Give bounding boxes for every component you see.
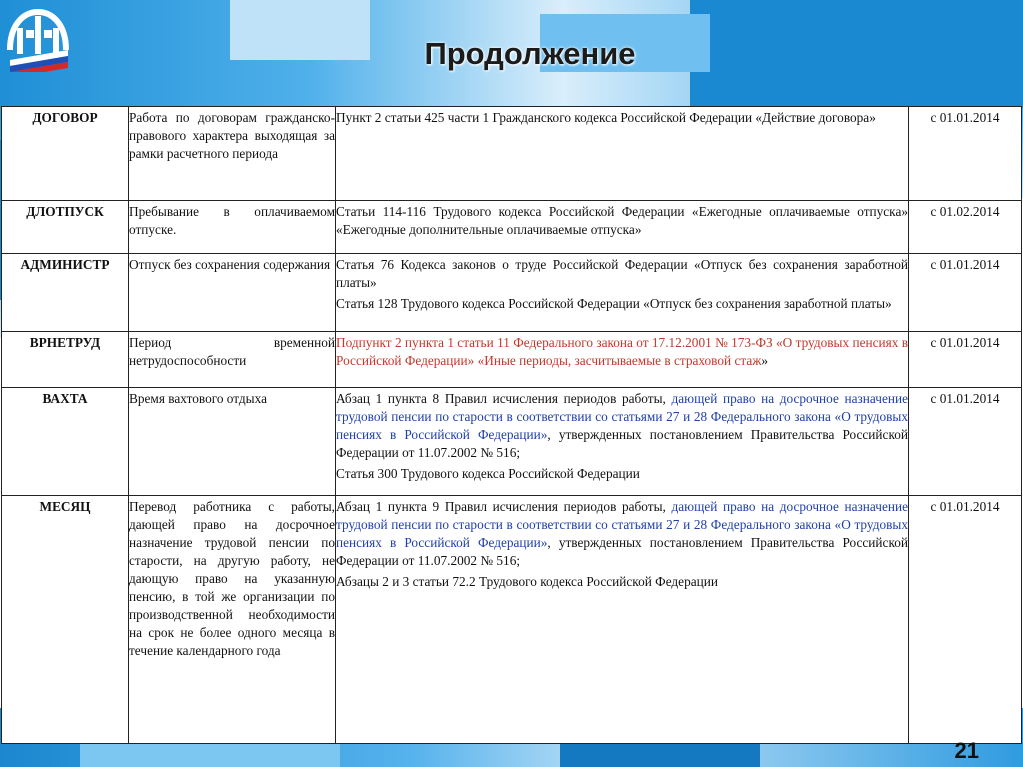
description-cell: Перевод работника с работы, дающей право на досрочное назначение трудовой пенсии по старости, на другую работу, не дающую право на указанную пенсию, в той же организации по производственной необходимости на срок не более одного месяца в течение календарного года — [129, 496, 336, 744]
law-cell — [336, 496, 909, 744]
code-cell: МЕСЯЦ — [2, 496, 129, 744]
description-cell: Отпуск без сохранения содержания — [129, 254, 336, 332]
codes-table — [1, 106, 1022, 744]
law-paragraph — [336, 498, 908, 570]
law-paragraph — [336, 295, 908, 313]
description-cell: Время вахтового отдыха — [129, 388, 336, 496]
law-text: дающей право на досрочное назначение трудовой пенсии по старости в соответствии со статьями 27 и 28 Федерального закона «О трудовых пенсиях в Российской Федерации» — [336, 499, 908, 550]
table-row — [2, 254, 1022, 332]
law-text: Абзац 1 пункта 8 Правил исчисления периодов работы, — [336, 391, 672, 406]
law-text: Статья 128 Трудового кодекса Российской Федерации «Отпуск без сохранения заработной платы» — [336, 296, 892, 311]
description-cell: Период временной нетрудоспособности — [129, 332, 336, 388]
table-row — [2, 388, 1022, 496]
law-cell — [336, 254, 909, 332]
law-paragraph — [336, 109, 908, 127]
background-footer-block — [80, 742, 340, 767]
law-text: Абзац 1 пункта 9 Правил исчисления периодов работы, — [336, 499, 672, 514]
law-paragraph — [336, 465, 908, 483]
date-cell: с 01.01.2014 — [909, 332, 1022, 388]
table-row — [2, 107, 1022, 201]
law-text: Статьи 114-116 Трудового кодекса Российской Федерации «Ежегодные оплачиваемые отпуска» «Ежегодные дополнительные оплачиваемые отпуска» — [336, 204, 908, 237]
law-text: Пункт 2 статьи 425 части 1 Гражданского кодекса Российской Федерации «Действие договора» — [336, 110, 876, 125]
code-cell: ВАХТА — [2, 388, 129, 496]
date-cell: с 01.01.2014 — [909, 254, 1022, 332]
table-row — [2, 332, 1022, 388]
law-paragraph — [336, 573, 908, 591]
law-text: Абзацы 2 и 3 статьи 72.2 Трудового кодекса Российской Федерации — [336, 574, 718, 589]
law-text: Статья 76 Кодекса законов о труде Российской Федерации «Отпуск без сохранения заработной платы» — [336, 257, 908, 290]
law-text: Статья 300 Трудового кодекса Российской Федерации — [336, 466, 640, 481]
table-row — [2, 496, 1022, 744]
page-title: Продолжение — [424, 36, 636, 71]
date-cell: с 01.01.2014 — [909, 496, 1022, 744]
law-paragraph — [336, 390, 908, 462]
law-paragraph — [336, 203, 908, 239]
date-cell: с 01.01.2014 — [909, 388, 1022, 496]
law-text: , утвержденных постановлением Правительства Российской Федерации от 11.07.2002 № 516; — [336, 427, 908, 460]
page-number: 21 — [954, 738, 979, 763]
law-text: » — [761, 353, 769, 368]
date-cell: с 01.02.2014 — [909, 201, 1022, 254]
law-cell — [336, 107, 909, 201]
code-cell: ДОГОВОР — [2, 107, 129, 201]
code-cell: ДЛОТПУСК — [2, 201, 129, 254]
code-cell: ВРНЕТРУД — [2, 332, 129, 388]
law-cell — [336, 332, 909, 388]
law-text: , утвержденных постановлением Правительства Российской Федерации от 11.07.2002 № 516; — [336, 535, 908, 568]
description-cell: Пребывание в оплачиваемом отпуске. — [129, 201, 336, 254]
law-cell — [336, 388, 909, 496]
law-text: дающей право на досрочное назначение трудовой пенсии по старости в соответствии со статьями 27 и 28 Федерального закона «О трудовых пенсиях в Российской Федерации» — [336, 391, 908, 442]
law-text: Подпункт 2 пункта 1 статьи 11 Федерального закона от 17.12.2001 № 173-ФЗ «О трудовых пенсиях в Российской Федерации» «Иные периоды, засчитываемые в страховой стаж — [336, 335, 908, 368]
law-cell — [336, 201, 909, 254]
law-paragraph — [336, 334, 908, 370]
law-paragraph — [336, 256, 908, 292]
code-cell: АДМИНИСТР — [2, 254, 129, 332]
date-cell: с 01.01.2014 — [909, 107, 1022, 201]
table-row — [2, 201, 1022, 254]
description-cell: Работа по договорам гражданско-правового характера выходящая за рамки расчетного периода — [129, 107, 336, 201]
